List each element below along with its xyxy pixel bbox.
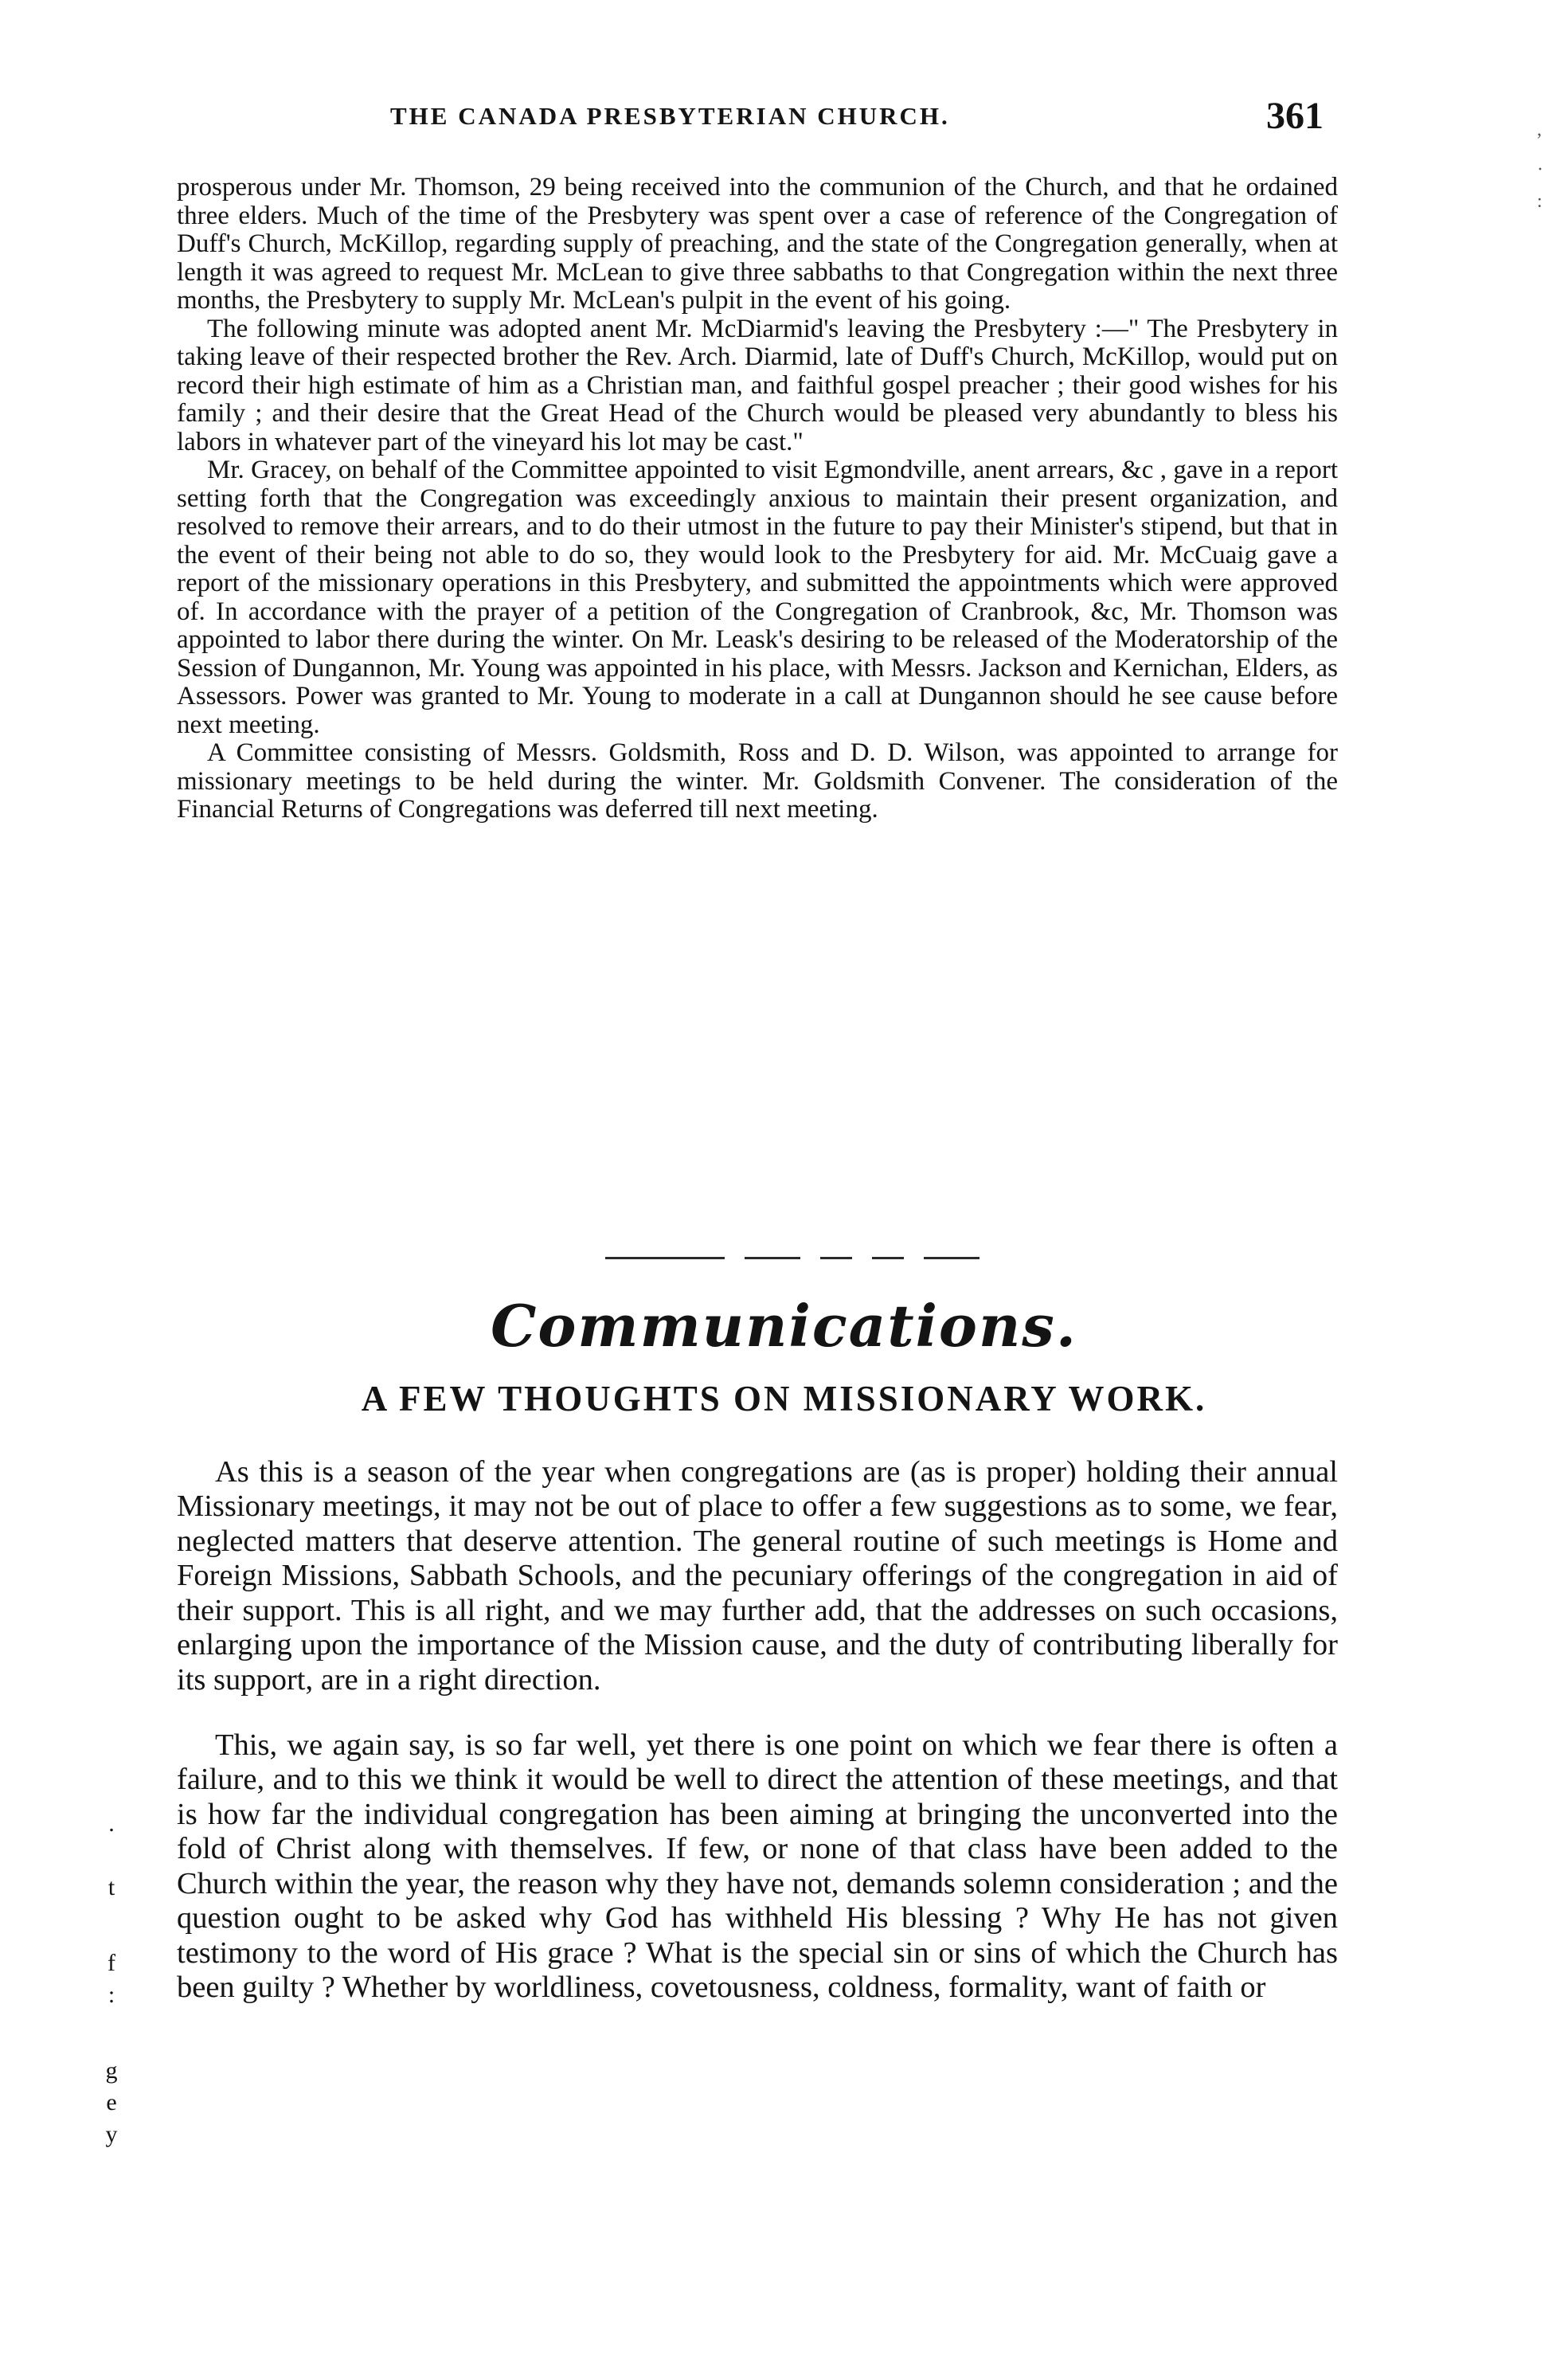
left-margin-marks: [96, 1808, 127, 2151]
margin-mark: .: [108, 1810, 115, 1837]
margin-mark: e: [106, 2089, 117, 2115]
minutes-paragraph: prosperous under Mr. Thomson, 29 being received into the communion of the Church, and that he ordained three elders. Much of the time of the Presbytery was spent over a case of reference of the Congregation of Duff's Church, McKillop, regarding supply of preaching, and the state of the Congregation generally, when at length it was agreed to request Mr. McLean to give three sabbaths to that Congregation within the next three months, the Presbytery to supply Mr. McLean's pulpit in the event of his going.: [177, 173, 1338, 315]
minutes-paragraph: A Committee consisting of Messrs. Goldsmith, Ross and D. D. Wilson, was appointed to arrange for missionary meetings to be held during the winter. Mr. Goldsmith Convener. The consideration of the Financial Returns of Congregations was deferred till next meeting.: [177, 738, 1338, 824]
running-head: [0, 94, 1568, 142]
article-paragraph: This, we again say, is so far well, yet there is one point on which we fear there is often a failure, and to this we think it would be well to direct the attention of these meetings, and that is how far the individual congregation has been aiming at bringing the unconverted into the fold of Christ along with themselves. If few, or none of that class have been added to the Church within the year, the reason why they have not, demands solemn consideration ; and the question ought to be asked why God has withheld His blessing ? Why He has not given testimony to the word of His grace ? What is the special sin or sins of which the Church has been guilty ? Whether by worldliness, covetousness, coldness, formality, want of faith or: [177, 1728, 1338, 2004]
page-number: 361: [1266, 95, 1324, 137]
margin-mark: g: [105, 2057, 118, 2084]
section-divider: [605, 1257, 980, 1262]
margin-mark: y: [105, 2121, 118, 2147]
minutes-paragraph: Mr. Gracey, on behalf of the Committee appointed to visit Egmondville, anent arrears, &c , gave in a report setting forth that the Congregation was exceedingly anxious to maintain their present organization, and resolved to remove their arrears, and to do their utmost in the future to pay their Minister's stipend, but that in the event of their being not able to do so, they would look to the Presbytery for aid. Mr. McCuaig gave a report of the missionary operations in this Presbytery, and submitted the appointments which were approved of. In accordance with the prayer of a petition of the Congregation of Cranbrook, &c, Mr. Thomson was appointed to labor there during the winter. On Mr. Leask's desiring to be released of the Moderatorship of the Session of Dungannon, Mr. Young was appointed in his place, with Messrs. Jackson and Kernichan, Elders, as Assessors. Power was granted to Mr. Young to moderate in a call at Dungannon should he see cause before next meeting.: [177, 456, 1338, 739]
presbytery-minutes: [177, 174, 1338, 824]
article-body: [177, 1424, 1338, 2036]
article-title: A FEW THOUGHTS ON MISSIONARY WORK.: [361, 1379, 1207, 1419]
margin-mark: t: [108, 1874, 115, 1900]
minutes-paragraph: The following minute was adopted anent Mr. McDiarmid's leaving the Presbytery :—" The Presbytery in taking leave of their respected brother the Rev. Arch. Diarmid, late of Duff's Church, McKillop, would put on record their high estimate of him as a Christian man, and faithful gospel preacher ; their good wishes for his family ; and their desire that the Great Head of the Church would be pleased very abundantly to bless his labors in whatever part of the vineyard his lot may be cast.": [177, 314, 1338, 456]
article-paragraph: As this is a season of the year when congregations are (as is proper) holding their annual Missionary meetings, it may not be out of place to offer a few suggestions as to some, we fear, neglected matters that deserve attention. The general routine of such meetings is Home and Foreign Missions, Sabbath Schools, and the pecuniary offerings of the congregation in aid of their support. This is all right, and we may further add, that the addresses on such occasions, enlarging upon the importance of the Mission cause, and the duty of contributing liberally for its support, are in a right direction.: [177, 1454, 1338, 1697]
running-title: THE CANADA PRESBYTERIAN CHURCH.: [390, 102, 950, 130]
section-heading: Communications.: [491, 1292, 1077, 1360]
margin-mark: :: [108, 1982, 115, 2008]
margin-mark: f: [108, 1950, 115, 1976]
